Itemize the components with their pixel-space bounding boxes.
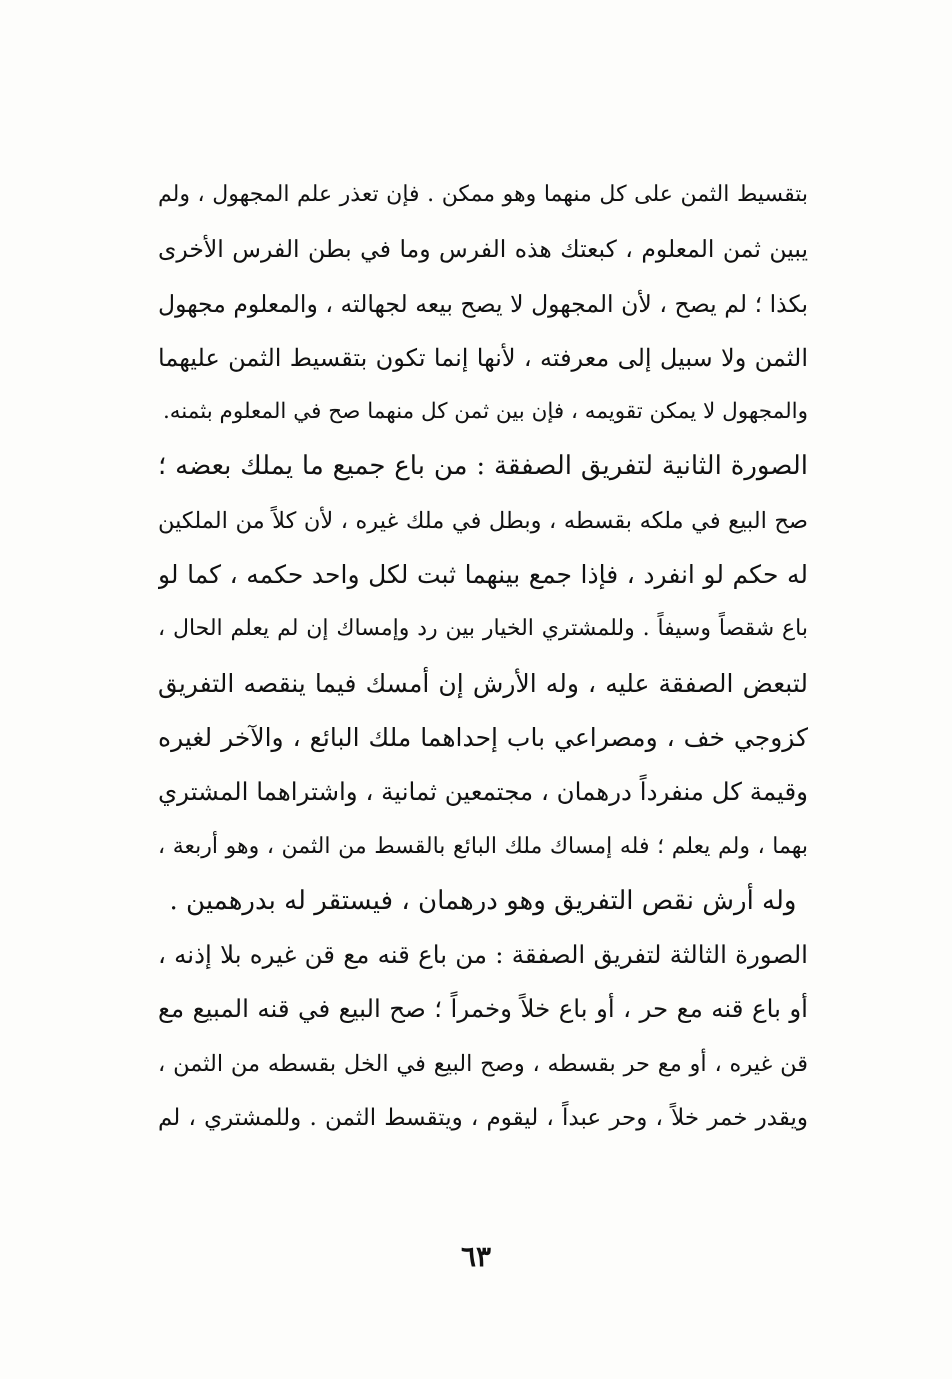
text-line: بكذا ؛ لم يصح ، لأن المجهول لا يصح بيعه لجهالته ، والمعلوم مجهول <box>158 289 808 318</box>
body-text <box>158 168 808 1145</box>
text-line: بهما ، ولم يعلم ؛ فله إمساك ملك البائع بالقسط من الثمن ، وهو أربعة ، <box>158 833 808 859</box>
text-line: له حكم لو انفرد ، فإذا جمع بينهما ثبت لكل واحد حكمه ، كما لو <box>158 560 808 590</box>
text-line: وقيمة كل منفرداً درهمان ، مجتمعين ثمانية ، واشتراهما المشتري <box>158 777 808 807</box>
text-line: قن غيره ، أو مع حر بقسطه ، وصح البيع في الخل بقسطه من الثمن ، <box>158 1050 808 1077</box>
text-line: الصورة الثالثة لتفريق الصفقة : من باع قنه مع قن غيره بلا إذنه ، <box>158 940 808 970</box>
text-line: يبين ثمن المعلوم ، كبعتك هذه الفرس وما في بطن الفرس الأخرى <box>158 235 808 264</box>
text-line: كزوجي خف ، ومصراعي باب إحداهما ملك البائع ، والآخر لغيره <box>158 722 808 752</box>
text-line: بتقسيط الثمن على كل منهما وهو ممكن . فإن تعذر علم المجهول ، ولم <box>158 182 808 207</box>
text-line: لتبعض الصفقة عليه ، وله الأرش إن أمسك فيما ينقصه التفريق <box>158 668 808 698</box>
text-line: الثمن ولا سبيل إلى معرفته ، لأنها إنما تكون بتقسيط الثمن عليهما <box>158 343 808 372</box>
text-line: ويقدر خمر خلاً ، وحر عبداً ، ليقوم ، ويتقسط الثمن . وللمشتري ، لم <box>158 1105 808 1132</box>
text-line: صح البيع في ملكه بقسطه ، وبطل في ملك غيره ، لأن كلاً من الملكين <box>158 507 808 534</box>
text-line: باع شقصاً وسيفاً . وللمشتري الخيار بين رد وإمساك إن لم يعلم الحال ، <box>158 616 808 642</box>
text-line: أو باع قنه مع حر ، أو باع خلاً وخمراً ؛ صح البيع في قنه المبيع مع <box>158 994 808 1024</box>
text-line: والمجهول لا يمكن تقويمه ، فإن بين ثمن كل منهما صح في المعلوم بثمنه. <box>162 399 808 425</box>
text-line: الصورة الثانية لتفريق الصفقة : من باع جميع ما يملك بعضه ؛ <box>158 451 808 482</box>
text-line: وله أرش نقص التفريق وهو درهمان ، فيستقر له بدرهمين . <box>169 885 797 916</box>
page-number: ٦٣ <box>460 1240 492 1273</box>
